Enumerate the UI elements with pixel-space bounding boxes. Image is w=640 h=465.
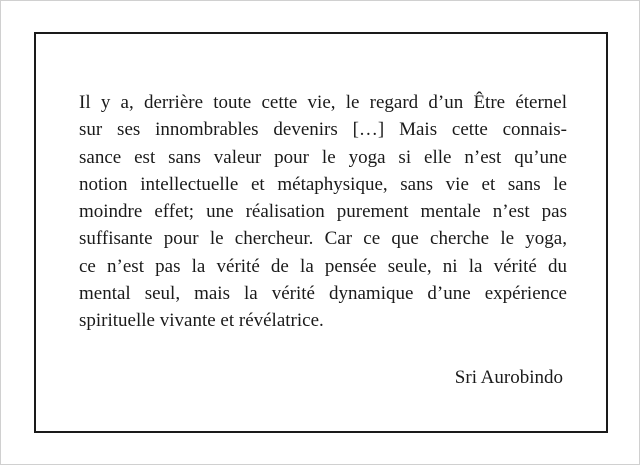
quote-line: suffisante pour le chercheur. Car ce que cherche le yoga, (79, 228, 567, 250)
quote-text (79, 89, 567, 335)
quote-line: sance est sans valeur pour le yoga si elle n’est qu’une (79, 146, 567, 168)
quote-line: sur ses innombrables devenirs […] Mais cette connais- (79, 119, 567, 141)
quote-line: mental seul, mais la vérité dynamique d’une expérience (79, 283, 567, 305)
quote-line: Il y a, derrière toute cette vie, le regard d’un Être éternel (79, 92, 567, 113)
quote-line: notion intellectuelle et métaphysique, sans vie et sans le (79, 173, 567, 195)
quote-author: Sri Aurobindo (454, 367, 563, 388)
quote-line: spirituelle vivante et révélatrice. (79, 310, 324, 332)
quote-line: ce n’est pas la vérité de la pensée seule, ni la vérité du (79, 255, 567, 277)
quote-line: moindre effet; une réalisation purement mentale n’est pas (79, 201, 567, 223)
